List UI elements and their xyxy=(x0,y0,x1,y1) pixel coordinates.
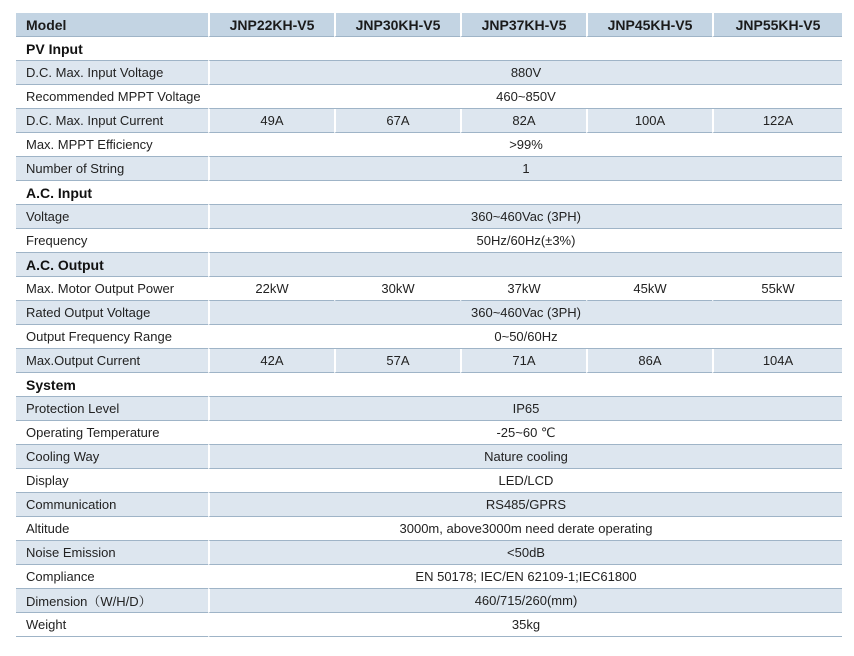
spec-value: 1 xyxy=(208,157,842,181)
spec-row xyxy=(16,349,842,373)
spec-value: 45kW xyxy=(586,277,712,301)
spec-label: Recommended MPPT Voltage xyxy=(16,85,208,109)
spec-row xyxy=(16,589,842,613)
spec-label: Max.Output Current xyxy=(16,349,208,373)
spec-value: 86A xyxy=(586,349,712,373)
spec-value: 50Hz/60Hz(±3%) xyxy=(208,229,842,253)
spec-row xyxy=(16,229,842,253)
spec-row xyxy=(16,325,842,349)
spec-value: EN 50178; IEC/EN 62109-1;IEC61800 xyxy=(208,565,842,589)
spec-label: Dimension（W/H/D） xyxy=(16,589,208,613)
spec-value: 0~50/60Hz xyxy=(208,325,842,349)
spec-value: 37kW xyxy=(460,277,586,301)
spec-row xyxy=(16,109,842,133)
spec-value: 35kg xyxy=(208,613,842,637)
section-row xyxy=(16,373,842,397)
spec-label: Number of String xyxy=(16,157,208,181)
spec-row xyxy=(16,397,842,421)
section-title: A.C. Input xyxy=(16,181,208,205)
spec-row xyxy=(16,565,842,589)
spec-label: Communication xyxy=(16,493,208,517)
spec-label: Frequency xyxy=(16,229,208,253)
spec-label: Max. Motor Output Power xyxy=(16,277,208,301)
model-name-header: JNP45KH-V5 xyxy=(586,13,712,37)
spec-label: Max. MPPT Efficiency xyxy=(16,133,208,157)
spec-value: <50dB xyxy=(208,541,842,565)
spec-value: >99% xyxy=(208,133,842,157)
spec-label: Rated Output Voltage xyxy=(16,301,208,325)
spec-label: Cooling Way xyxy=(16,445,208,469)
spec-row xyxy=(16,469,842,493)
spec-value: 67A xyxy=(334,109,460,133)
spec-value: 3000m, above3000m need derate operating xyxy=(208,517,842,541)
spec-value: 104A xyxy=(712,349,842,373)
spec-value: 460/715/260(mm) xyxy=(208,589,842,613)
spec-value: 57A xyxy=(334,349,460,373)
spec-row xyxy=(16,205,842,229)
spec-row xyxy=(16,301,842,325)
model-name-header: JNP22KH-V5 xyxy=(208,13,334,37)
spec-value: 49A xyxy=(208,109,334,133)
spec-value: 122A xyxy=(712,109,842,133)
spec-label: D.C. Max. Input Current xyxy=(16,109,208,133)
spec-label: Voltage xyxy=(16,205,208,229)
spec-body xyxy=(16,37,842,637)
section-title: PV Input xyxy=(16,37,208,61)
spec-table xyxy=(16,13,842,637)
spec-label: Weight xyxy=(16,613,208,637)
spec-row xyxy=(16,517,842,541)
spec-value: 42A xyxy=(208,349,334,373)
spec-value: 360~460Vac (3PH) xyxy=(208,205,842,229)
section-row xyxy=(16,253,842,277)
section-filler xyxy=(208,181,842,205)
spec-row xyxy=(16,157,842,181)
model-name-header: JNP30KH-V5 xyxy=(334,13,460,37)
spec-value: IP65 xyxy=(208,397,842,421)
spec-label: Operating Temperature xyxy=(16,421,208,445)
section-filler xyxy=(208,253,842,277)
spec-label: Altitude xyxy=(16,517,208,541)
spec-value: LED/LCD xyxy=(208,469,842,493)
spec-label: Noise Emission xyxy=(16,541,208,565)
spec-value: -25~60 ℃ xyxy=(208,421,842,445)
spec-label: Compliance xyxy=(16,565,208,589)
spec-row xyxy=(16,421,842,445)
section-title: System xyxy=(16,373,208,397)
spec-row xyxy=(16,541,842,565)
spec-value: RS485/GPRS xyxy=(208,493,842,517)
spec-label: Display xyxy=(16,469,208,493)
spec-label: Output Frequency Range xyxy=(16,325,208,349)
spec-value: 460~850V xyxy=(208,85,842,109)
spec-value: 71A xyxy=(460,349,586,373)
section-filler xyxy=(208,37,842,61)
model-name-header: JNP55KH-V5 xyxy=(712,13,842,37)
spec-value: 360~460Vac (3PH) xyxy=(208,301,842,325)
spec-label: Protection Level xyxy=(16,397,208,421)
header-row xyxy=(16,13,842,37)
spec-row xyxy=(16,277,842,301)
spec-row xyxy=(16,61,842,85)
spec-value: Nature cooling xyxy=(208,445,842,469)
spec-label: D.C. Max. Input Voltage xyxy=(16,61,208,85)
spec-row xyxy=(16,85,842,109)
spec-value: 22kW xyxy=(208,277,334,301)
spec-value: 30kW xyxy=(334,277,460,301)
section-title: A.C. Output xyxy=(16,253,208,277)
section-row xyxy=(16,181,842,205)
spec-row xyxy=(16,445,842,469)
model-name-header: JNP37KH-V5 xyxy=(460,13,586,37)
spec-value: 880V xyxy=(208,61,842,85)
section-row xyxy=(16,37,842,61)
spec-value: 82A xyxy=(460,109,586,133)
model-header-label: Model xyxy=(16,13,208,37)
spec-row xyxy=(16,613,842,637)
section-filler xyxy=(208,373,842,397)
spec-value: 100A xyxy=(586,109,712,133)
spec-value: 55kW xyxy=(712,277,842,301)
spec-row xyxy=(16,493,842,517)
spec-row xyxy=(16,133,842,157)
